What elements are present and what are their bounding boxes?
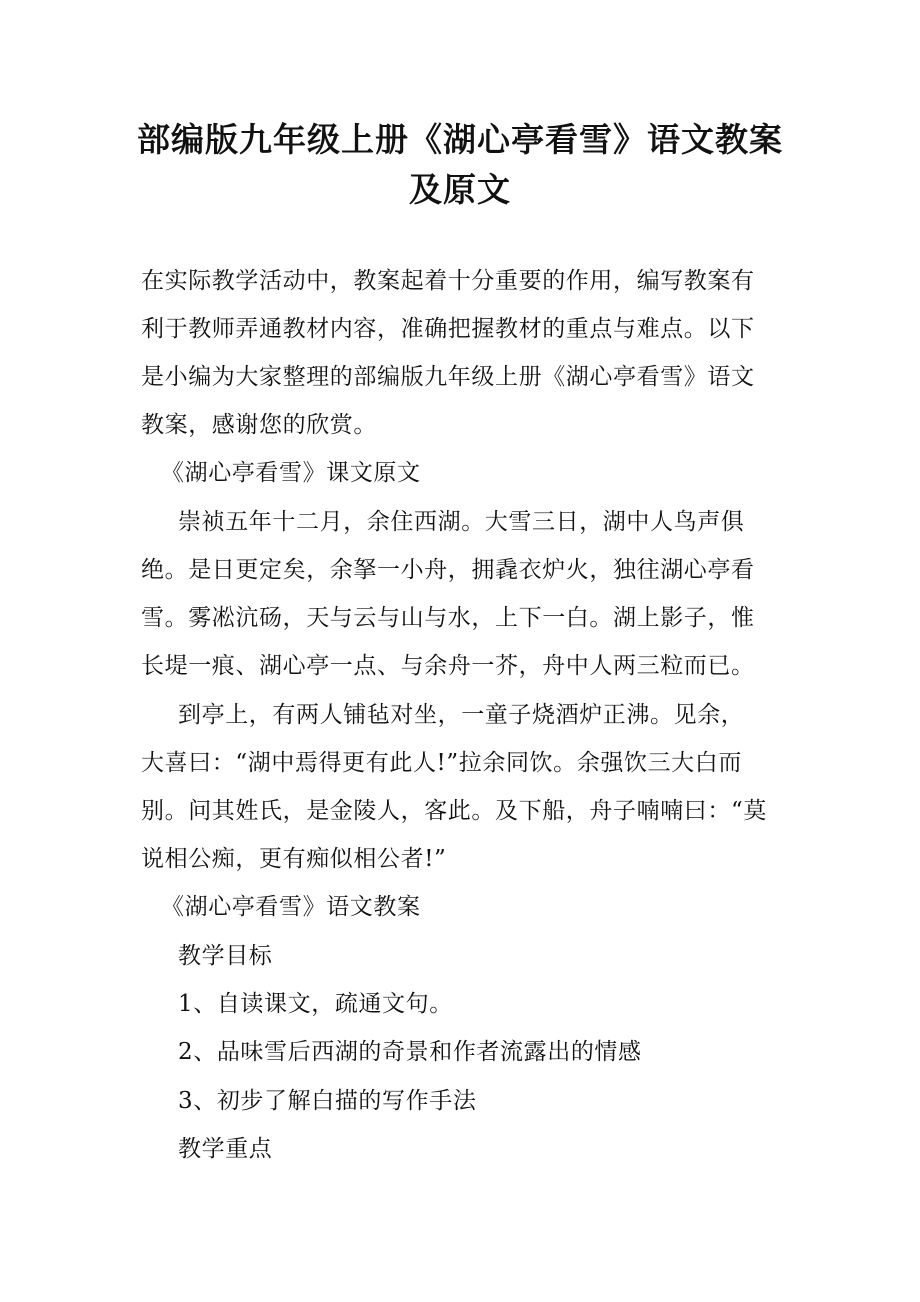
paragraph-line: 雪。雾凇沆砀，天与云与山与水，上下一白。湖上影子，惟	[141, 605, 755, 631]
goal-item: 2、品味雪后西湖的奇景和作者流露出的情感	[178, 1039, 642, 1065]
title-line-2: 及原文	[409, 170, 511, 209]
paragraph-line: 长堤一痕、湖心亭一点、与余舟一芥，舟中人两三粒而已。	[141, 653, 755, 679]
goals-heading: 教学目标	[178, 943, 273, 969]
intro-line: 是小编为大家整理的部编版九年级上册《湖心亭看雪》语文	[141, 364, 755, 390]
intro-line: 利于教师弄通教材内容，准确把握教材的重点与难点。以下	[141, 316, 755, 342]
goal-item: 3、初步了解白描的写作手法	[178, 1088, 477, 1114]
paragraph-line: 到亭上，有两人铺毡对坐，一童子烧酒炉正沸。见余，	[178, 702, 745, 728]
paragraph-line: 说相公痴，更有痴似相公者!”	[141, 846, 447, 872]
paragraph-line: 大喜曰：“湖中焉得更有此人!”拉余同饮。余强饮三大白而	[141, 750, 742, 776]
lesson-plan-heading: 《湖心亭看雪》语文教案	[161, 894, 421, 920]
intro-line: 在实际教学活动中，教案起着十分重要的作用，编写教案有	[141, 268, 755, 294]
title-line-1: 部编版九年级上册《湖心亭看雪》语文教案	[137, 120, 783, 159]
original-text-heading: 《湖心亭看雪》课文原文	[161, 460, 421, 486]
intro-line: 教案，感谢您的欣赏。	[141, 412, 377, 438]
key-points-heading: 教学重点	[178, 1136, 273, 1162]
goal-item: 1、自读课文，疏通文句。	[178, 991, 453, 1017]
paragraph-line: 绝。是日更定矣，余拏一小舟，拥毳衣炉火，独往湖心亭看	[141, 557, 755, 583]
paragraph-line: 崇祯五年十二月，余住西湖。大雪三日，湖中人鸟声俱	[178, 509, 745, 535]
paragraph-line: 别。问其姓氏，是金陵人，客此。及下船，舟子喃喃曰：“莫	[141, 798, 767, 824]
